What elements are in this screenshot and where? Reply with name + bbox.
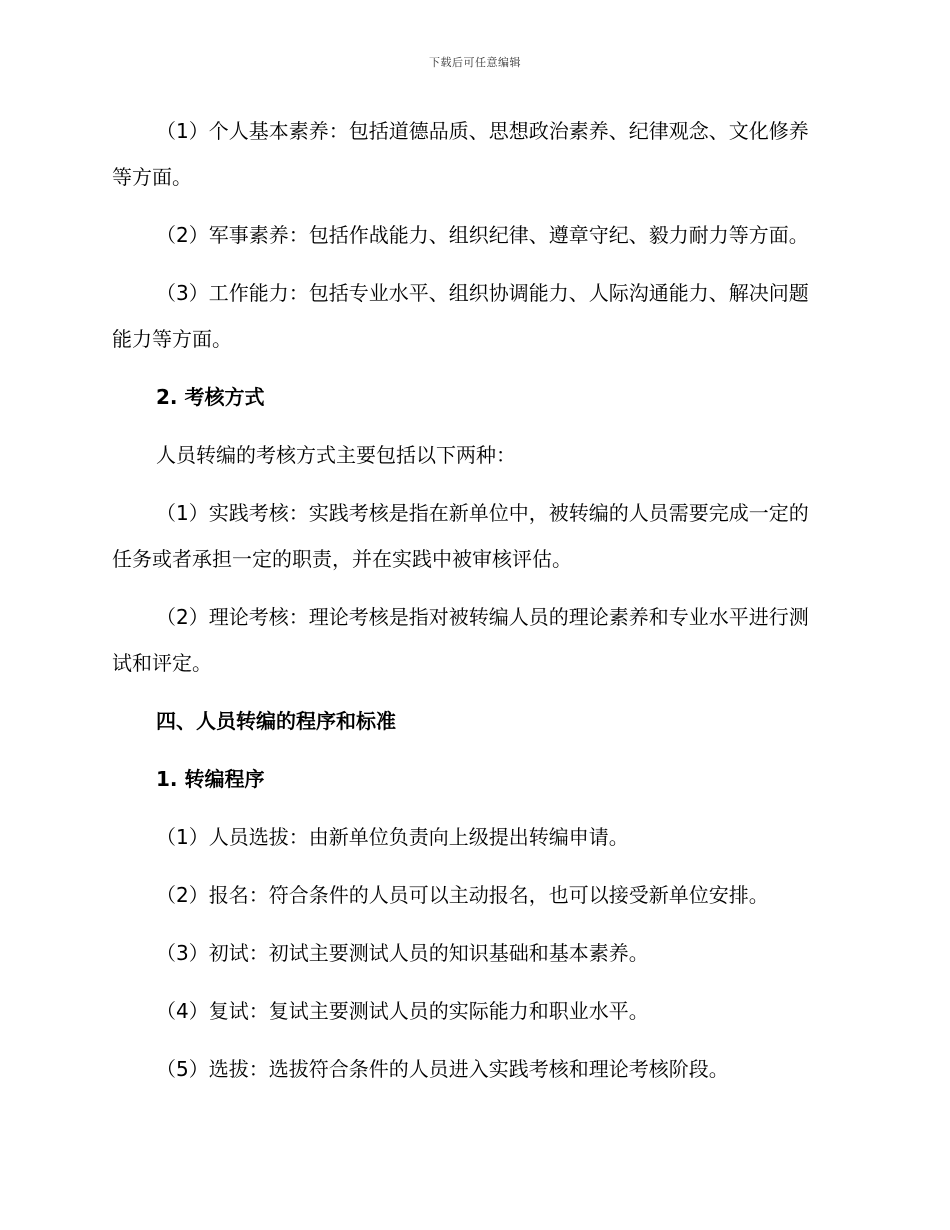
- paragraph-second-exam: （4）复试：复试主要测试人员的实际能力和职业水平。: [156, 999, 649, 1023]
- paragraph-first-exam: （3）初试：初试主要测试人员的知识基础和基本素养。: [156, 941, 649, 965]
- paragraph-registration: （2）报名：符合条件的人员可以主动报名，也可以接受新单位安排。: [156, 883, 769, 907]
- paragraph-practical-assessment: （1）实践考核：实践考核是指在新单位中，被转编的人员需要完成一定的任务或者承担一定的职责，并在实践中被审核评估。: [112, 501, 809, 571]
- page-header: 下载后可任意编辑: [429, 56, 521, 69]
- document-body: [112, 108, 824, 1104]
- paragraph-theory-assessment: （2）理论考核：理论考核是指对被转编人员的理论素养和专业水平进行测试和评定。: [112, 605, 809, 675]
- paragraph-personal-quality: （1）个人基本素养：包括道德品质、思想政治素养、纪律观念、文化修养等方面。: [112, 119, 809, 189]
- heading-transfer-procedure: 1. 转编程序: [156, 767, 265, 791]
- paragraph-selection: （1）人员选拔：由新单位负责向上级提出转编申请。: [156, 825, 629, 849]
- heading-section-four: 四、人员转编的程序和标准: [156, 709, 396, 733]
- paragraph-final-selection: （5）选拔：选拔符合条件的人员进入实践考核和理论考核阶段。: [156, 1057, 729, 1081]
- paragraph-assessment-intro: 人员转编的考核方式主要包括以下两种：: [156, 443, 516, 467]
- heading-assessment-method: 2. 考核方式: [156, 385, 265, 409]
- paragraph-work-ability: （3）工作能力：包括专业水平、组织协调能力、人际沟通能力、解决问题能力等方面。: [112, 281, 809, 351]
- paragraph-military-quality: （2）军事素养：包括作战能力、组织纪律、遵章守纪、毅力耐力等方面。: [156, 223, 809, 247]
